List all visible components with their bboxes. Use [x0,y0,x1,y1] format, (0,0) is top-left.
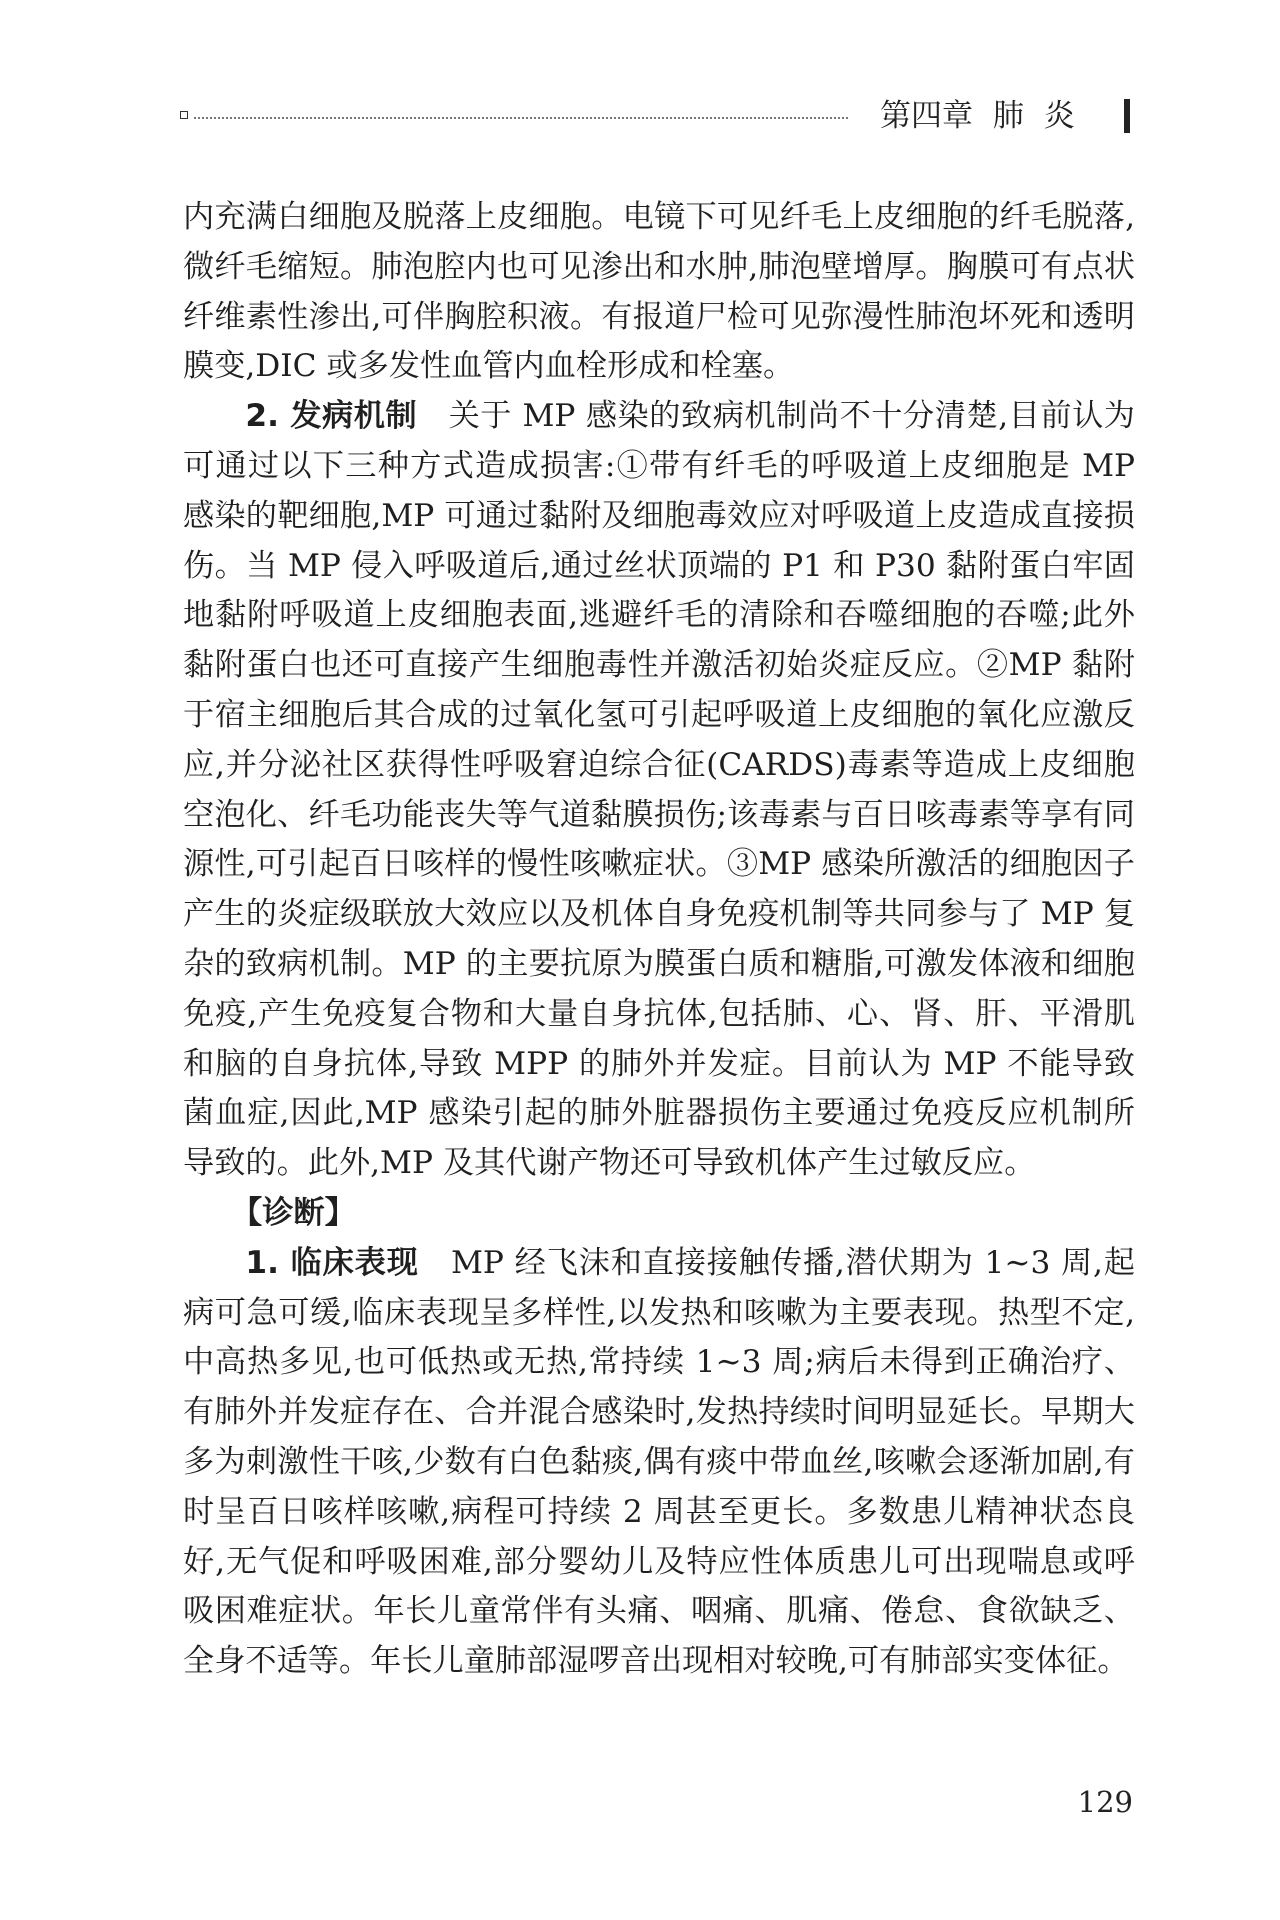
page-number: 129 [1077,1785,1133,1819]
section-heading-diagnosis: 【诊断】 [231,1194,356,1231]
paragraph-clinical-manifestations [183,1239,1135,1687]
running-header-chapter-title: 第四章 肺 炎 [880,98,1075,134]
pathogenesis-heading: 2. 发病机制 [245,398,418,435]
pathogenesis-text: 关于 MP 感染的致病机制尚不十分清楚,目前认为可通过以下三种方式造成损害:①带有纤毛的呼吸道上皮细胞是 MP 感染的靶细胞,MP 可通过黏附及细胞毒效应对呼吸道上皮造成直接损伤。当 MP 侵入呼吸道后,通过丝状顶端的 P1 和 P30 黏附蛋白牢固地黏附呼吸道上皮细胞表面,逃避纤毛的清除和吞噬细胞的吞噬;此外黏附蛋白也还可直接产生细胞毒性并激活初始炎症反应。②MP 黏附于宿主细胞后其合成的过氧化氢可引起呼吸道上皮细胞的氧化应激反应,并分泌社区获得性呼吸窘迫综合征(CARDS)毒素等造成上皮细胞空泡化、纤毛功能丧失等气道黏膜损伤;该毒素与百日咳毒素等享有同源性,可引起百日咳样的慢性咳嗽症状。③MP 感染所激活的细胞因子产生的炎症级联放大效应以及机体自身免疫机制等共同参与了 MP 复杂的致病机制。MP 的主要抗原为膜蛋白质和糖脂,可激发体液和细胞免疫,产生免疫复合物和大量自身抗体,包括肺、心、肾、肝、平滑肌和脑的自身抗体,导致 MPP 的肺外并发症。目前认为 MP 不能导致菌血症,因此,MP 感染引起的肺外脏器损伤主要通过免疫反应机制所导致的。此外,MP 及其代谢产物还可导致机体产生过敏反应。 [183,398,1135,1182]
header-square-icon [180,111,188,119]
paragraph-pathology-continued: 内充满白细胞及脱落上皮细胞。电镜下可见纤毛上皮细胞的纤毛脱落,微纤毛缩短。肺泡腔内也可见渗出和水肿,肺泡壁增厚。胸膜可有点状纤维素性渗出,可伴胸腔积液。有报道尸检可见弥漫性肺泡坏死和透明膜变,DIC 或多发性血管内血栓形成和栓塞。 [183,199,1135,385]
header-dotted-rule [194,117,848,119]
paragraph-pathogenesis [183,392,1135,1189]
body-text [183,193,1135,1687]
clinical-text: MP 经飞沫和直接接触传播,潜伏期为 1~3 周,起病可急可缓,临床表现呈多样性,以发热和咳嗽为主要表现。热型不定,中高热多见,也可低热或无热,常持续 1~3 周;病后未得到正确治疗、有肺外并发症存在、合并混合感染时,发热持续时间明显延长。早期大多为刺激性干咳,少数有白色黏痰,偶有痰中带血丝,咳嗽会逐渐加剧,有时呈百日咳样咳嗽,病程可持续 2 周甚至更长。多数患儿精神状态良好,无气促和呼吸困难,部分婴幼儿及特应性体质患儿可出现喘息或呼吸困难症状。年长儿童常伴有头痛、咽痛、肌痛、倦怠、食欲缺乏、全身不适等。年长儿童肺部湿啰音出现相对较晚,可有肺部实变体征。 [183,1244,1135,1680]
clinical-heading: 1. 临床表现 [245,1244,419,1281]
header-bar [1124,99,1130,133]
